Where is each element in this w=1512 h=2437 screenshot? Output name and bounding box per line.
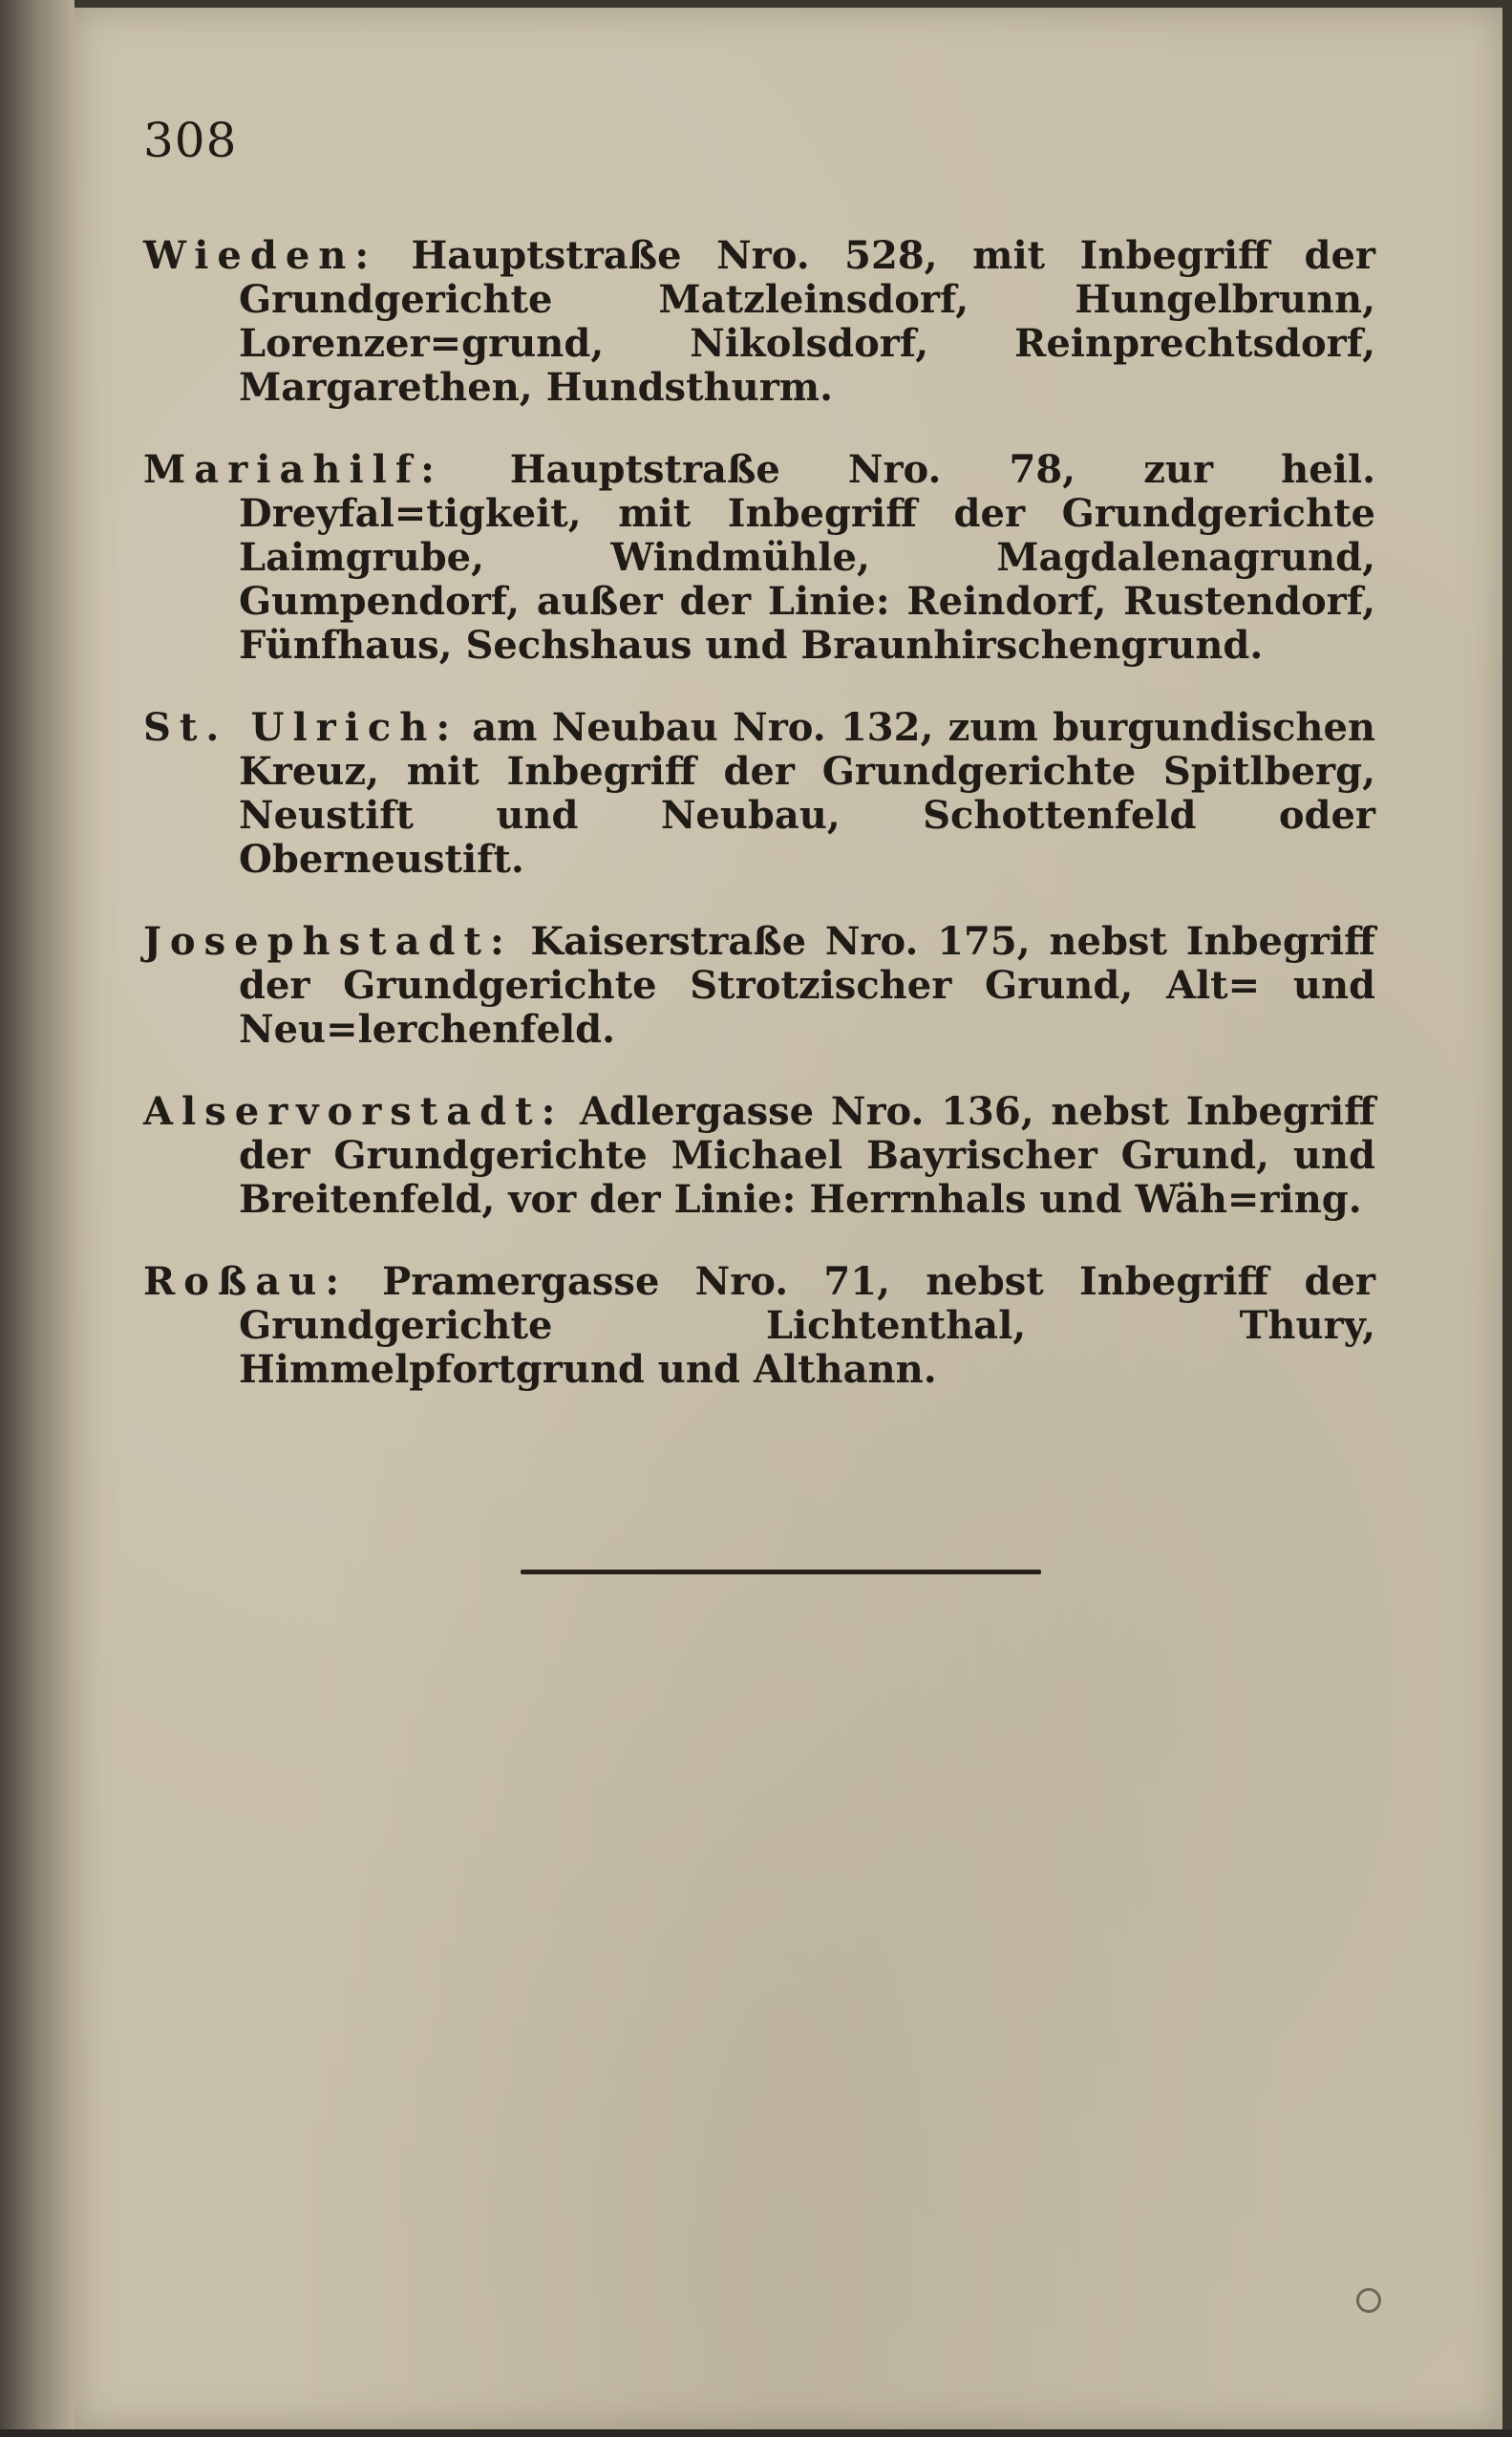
district-entry-rossau bbox=[143, 1260, 1375, 1392]
district-description: Adlergasse Nro. 136, nebst Inbegriff der Grundgerichte Michael Bayrischer Grund, und Breitenfeld, vor der Linie: Herrnhals und Wäh=ring. bbox=[239, 1089, 1376, 1222]
district-entry-wieden bbox=[143, 234, 1375, 410]
district-description: Kaiserstraße Nro. 175, nebst Inbegriff der Grundgerichte Strotzischer Grund, Alt= und Neu=lerchenfeld. bbox=[239, 919, 1375, 1052]
district-entry-alservorstadt bbox=[143, 1090, 1375, 1222]
district-name: Mariahilf: bbox=[143, 447, 443, 492]
district-description: Hauptstraße Nro. 78, zur heil. Dreyfal=tigkeit, mit Inbegriff der Grundgerichte Laimgrube, Windmühle, Magdalenagrund, Gumpendorf, außer der Linie: Reindorf, Rustendorf, Fünfhaus, Sechshaus und Braunhirschengrund. bbox=[239, 447, 1375, 668]
district-description: am Neubau Nro. 132, zum burgundischen Kreuz, mit Inbegriff der Grundgerichte Spitlberg, Neustift und Neubau, Schottenfeld oder Oberneustift. bbox=[239, 705, 1376, 882]
district-name: Alservorstadt: bbox=[143, 1089, 564, 1134]
district-entry-st-ulrich bbox=[143, 706, 1375, 882]
district-name: Wieden: bbox=[143, 233, 378, 278]
page-number: 308 bbox=[143, 113, 238, 168]
scan-bottom-edge bbox=[0, 2429, 1512, 2437]
district-entry-mariahilf bbox=[143, 448, 1375, 668]
district-description: Hauptstraße Nro. 528, mit Inbegriff der Grundgerichte Matzleinsdorf, Hungelbrunn, Lorenzer=grund, Nikolsdorf, Reinprechtsdorf, Margarethen, Hundsthurm. bbox=[239, 233, 1375, 410]
district-description: Pramergasse Nro. 71, nebst Inbegriff der Grundgerichte Lichtenthal, Thury, Himmelpfortgrund und Althann. bbox=[239, 1259, 1375, 1392]
paper-stain bbox=[1356, 2288, 1381, 2313]
district-name: Roßau: bbox=[143, 1259, 349, 1304]
district-name: Josephstadt: bbox=[143, 919, 513, 964]
section-end-rule bbox=[521, 1570, 1041, 1574]
district-entry-josephstadt bbox=[143, 920, 1375, 1052]
district-list bbox=[143, 196, 1375, 1428]
book-binding-edge bbox=[0, 0, 75, 2437]
district-name: St. Ulrich: bbox=[143, 705, 459, 750]
